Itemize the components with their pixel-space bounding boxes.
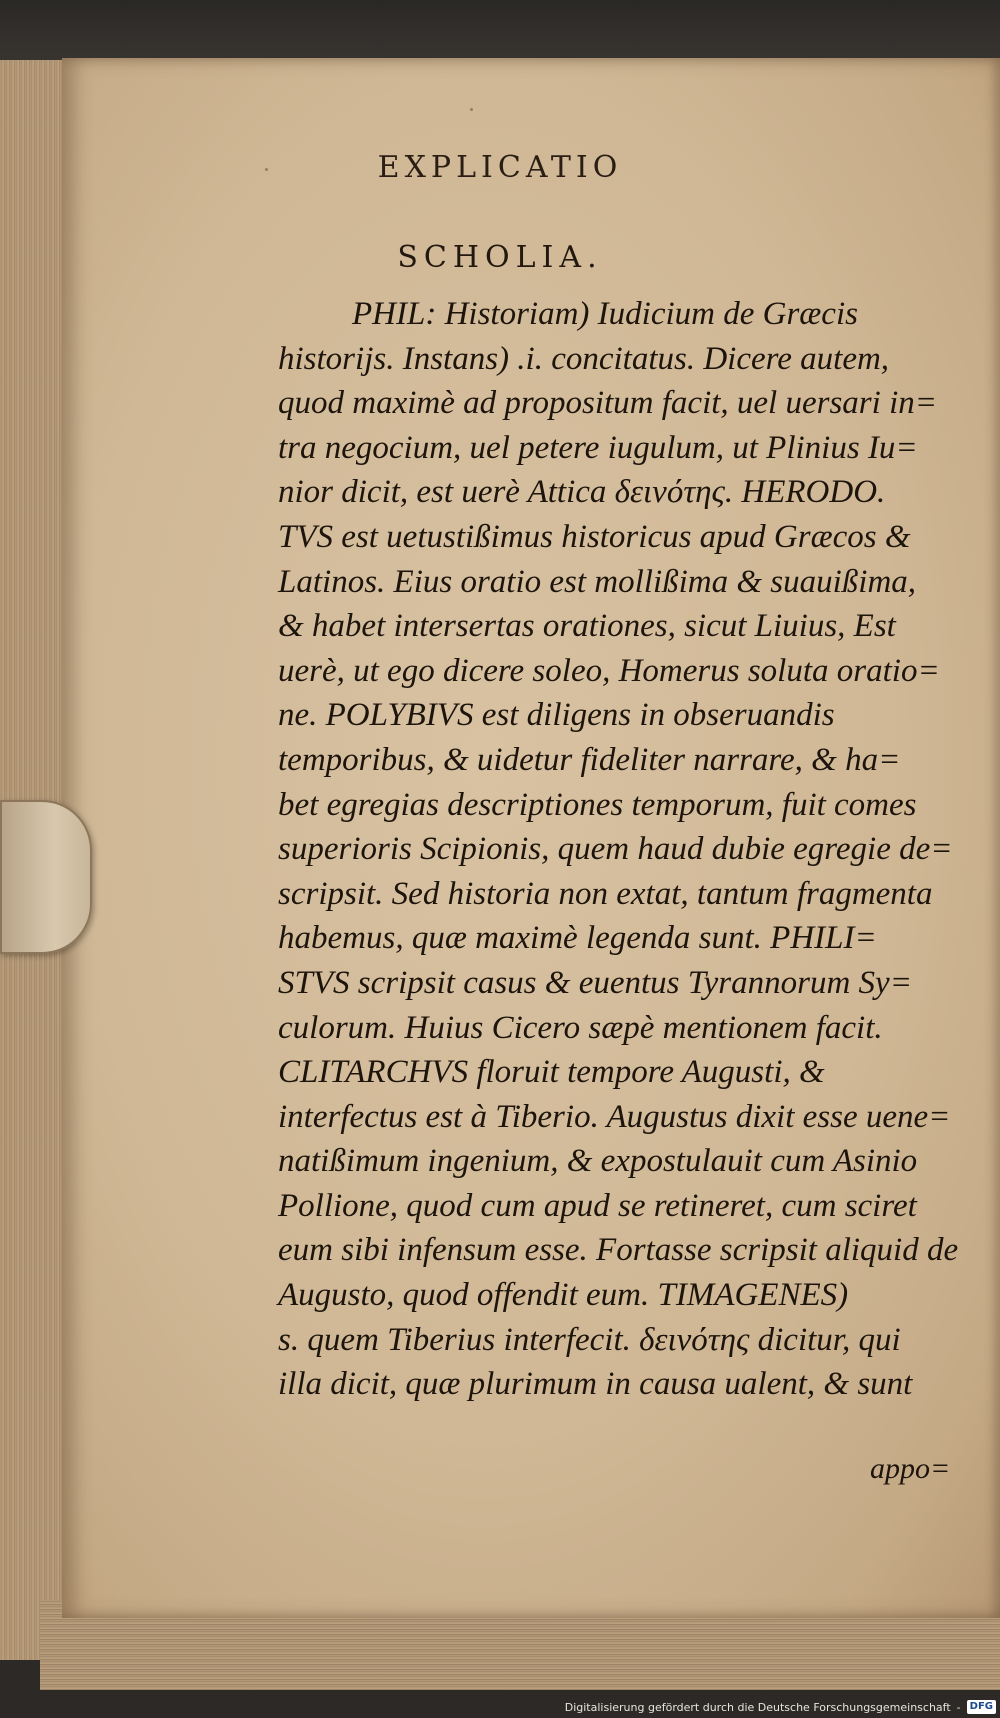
text-line: & habet intersertas orationes, sicut Liuius, Est	[278, 608, 896, 645]
text-line: s. quem Tiberius interfecit. δεινότης dicitur, qui	[278, 1321, 901, 1358]
text-line: TVS est uetustißimus historicus apud Græcos &	[278, 518, 911, 555]
text-line: PHIL: Historiam) Iudicium de Græcis	[352, 296, 858, 332]
text-line: temporibus, & uidetur fideliter narrare, & ha=	[278, 741, 901, 778]
text-line: ne. POLYBIVS est diligens in obseruandis	[278, 697, 835, 734]
text-line: uerè, ut ego dicere soleo, Homerus soluta oratio=	[278, 652, 940, 689]
text-line: Pollione, quod cum apud se retineret, cum sciret	[278, 1187, 917, 1224]
ink-speck	[470, 108, 473, 111]
text-line: superioris Scipionis, quem haud dubie egregie de=	[278, 831, 953, 868]
dfg-logo-icon: DFG	[967, 1700, 996, 1714]
text-line: habemus, quæ maximè legenda sunt. PHILI=	[278, 920, 877, 957]
text-line: interfectus est à Tiberio. Augustus dixit esse uene=	[278, 1098, 951, 1135]
text-line: CLITARCHVS floruit tempore Augusti, &	[278, 1054, 825, 1091]
credit-text: Digitalisierung gefördert durch die Deutsche Forschungsgemeinschaft	[564, 1700, 951, 1714]
text-line: Latinos. Eius oratio est mollißima & suauißima,	[278, 563, 917, 600]
text-line: illa dicit, quæ plurimum in causa ualent, & sunt	[278, 1366, 913, 1403]
text-line: historijs. Instans) .i. concitatus. Dicere autem,	[278, 340, 890, 377]
text-line: quod maximè ad propositum facit, uel uersari in=	[278, 385, 938, 422]
text-line: eum sibi infensum esse. Fortasse scripsit aliquid de	[278, 1232, 959, 1269]
running-head: EXPLICATIO	[377, 150, 623, 185]
body-text	[278, 292, 978, 1407]
text-line: bet egregias descriptiones temporum, fuit comes	[278, 786, 917, 823]
bookmark-tab	[0, 800, 92, 954]
text-line: scripsit. Sed historia non extat, tantum fragmenta	[278, 875, 933, 912]
text-line: Augusto, quod offendit eum. TIMAGENES)	[278, 1277, 849, 1314]
text-line: STVS scripsit casus & euentus Tyrannorum Sy=	[278, 964, 912, 1001]
text-line: natißimum ingenium, & expostulauit cum Asinio	[278, 1143, 918, 1180]
section-title: SCHOLIA.	[397, 240, 603, 275]
text-line: nior dicit, est uerè Attica δεινότης. HERODO.	[278, 474, 886, 511]
digitization-credit: Digitalisierung gefördert durch die Deutsche Forschungsgemeinschaft - DFG	[565, 1698, 996, 1716]
catchword: appo=	[870, 1452, 951, 1485]
text-line: culorum. Huius Cicero sæpè mentionem facit.	[278, 1009, 883, 1046]
text-line: tra negocium, uel petere iugulum, ut Plinius Iu=	[278, 429, 918, 466]
